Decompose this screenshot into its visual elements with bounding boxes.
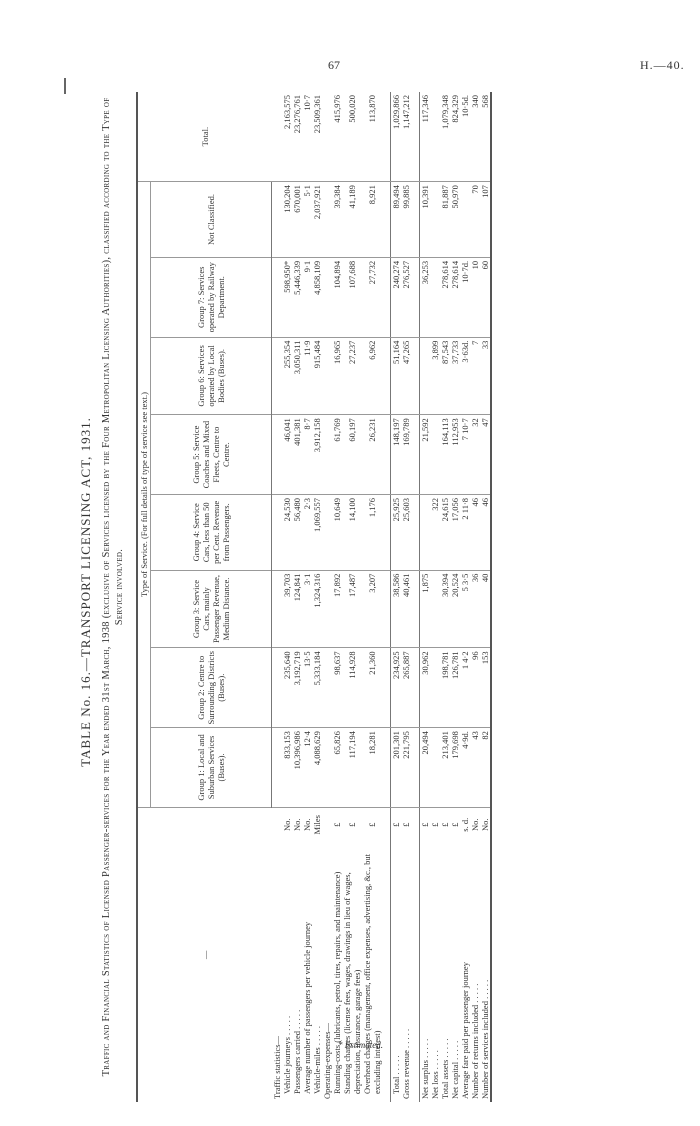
row-label: Overhead charges (management, office expenses, advertising, &c., but excluding interest) [361, 854, 382, 1094]
cell: 43 [470, 728, 480, 808]
table-row [272, 92, 282, 1102]
cell: 113,870 [362, 92, 382, 182]
table-row [332, 92, 342, 1102]
cell: 60,197 [342, 415, 362, 495]
table-row [460, 92, 470, 1102]
col-head-group-6: Group 6: Services operated by Local Bodies (Buses). [151, 337, 272, 415]
row-unit [272, 807, 282, 841]
cell: 61,769 [332, 415, 342, 495]
row-label: Traffic statistics— [271, 1035, 282, 1099]
cell: 13·5 [302, 648, 312, 728]
row-unit: £ [390, 807, 401, 841]
row-label: Gross revenue . . . . . [400, 1028, 411, 1099]
cell: 276,527 [401, 257, 411, 337]
cell: 255,354 [282, 337, 292, 415]
table-row [470, 92, 480, 1102]
table-row [390, 92, 401, 1102]
cell: 40,461 [401, 570, 411, 648]
cell [419, 337, 430, 415]
cell: 833,153 [282, 728, 292, 808]
row-label: Passengers carried . . . . . [291, 1009, 302, 1094]
cell: 278,614 [440, 257, 450, 337]
cell: 87,543 [440, 337, 450, 415]
cell: 12·4 [302, 728, 312, 808]
col-head-group-4: Group 4: Service Cars, less than 50 per Cent. Revenue from Passengers. [151, 494, 272, 570]
cell: 41,189 [342, 182, 362, 258]
table-row [401, 92, 411, 1102]
cell: 10·7d. [460, 257, 470, 337]
cell: 47,265 [401, 337, 411, 415]
row-label: Operating-expenses— [321, 1022, 332, 1099]
cell: 114,928 [342, 648, 362, 728]
cell: 26,231 [362, 415, 382, 495]
row-label: Average fare paid per passenger journey [459, 962, 470, 1099]
cell: 18,281 [362, 728, 382, 808]
row-unit: £ [449, 822, 460, 827]
cell: 30,394 [440, 570, 450, 648]
cell: 9·1 [302, 257, 312, 337]
cell [430, 182, 440, 258]
row-label: Vehicle journeys . . . . . [281, 1015, 292, 1094]
cell: 1 4·2 [460, 648, 470, 728]
cell: 20,524 [450, 570, 460, 648]
page-number: 67 [328, 58, 340, 72]
cell: 10·5d. [460, 92, 470, 182]
cell: 107 [480, 182, 491, 258]
cell: 112,953 [450, 415, 460, 495]
cell: 124,841 [292, 570, 302, 648]
cell: 598,950* [282, 257, 292, 337]
cell: 3,192,719 [292, 648, 302, 728]
cell: 265,887 [401, 648, 411, 728]
row-unit: s. d. [459, 817, 470, 832]
cell: 201,301 [390, 728, 401, 808]
cell: 107,688 [342, 257, 362, 337]
cell: 7 [470, 337, 480, 415]
table-title: TABLE No. 16.—TRANSPORT LICENSING ACT, 1931. [78, 417, 93, 767]
cell: 10 [470, 257, 480, 337]
cell: 670,001 [292, 182, 302, 258]
cell: 10,391 [419, 182, 430, 258]
row-unit: No. [469, 818, 480, 831]
cell: 38,586 [390, 570, 401, 648]
cell: 5 3·5 [460, 570, 470, 648]
cell: 32 [470, 415, 480, 495]
cell: 234,925 [390, 648, 401, 728]
cell: 130,204 [282, 182, 292, 258]
table-row [282, 92, 292, 1102]
cell: 39,703 [282, 570, 292, 648]
cell: 1,079,348 [440, 92, 450, 182]
row-unit: £ [429, 822, 440, 827]
cell: 179,698 [450, 728, 460, 808]
cell: 3·1 [302, 570, 312, 648]
cell: 23,509,361 [312, 92, 322, 182]
cell: 4·9d. [460, 728, 470, 808]
cell: 46 [480, 494, 491, 570]
cell: 4,858,109 [312, 257, 322, 337]
row-unit: No. [281, 818, 292, 831]
row-unit: £ [400, 822, 411, 827]
table-row [312, 92, 322, 1102]
row-unit: No. [291, 818, 302, 831]
cell: 213,401 [440, 728, 450, 808]
row-label: Number of services included . . . . . [480, 842, 491, 1102]
cell: 24,530 [282, 494, 292, 570]
cell: 46 [470, 494, 480, 570]
col-head-group-5: Group 5: Service Coaches and Mixed Fleets, Centre to Centre. [151, 415, 272, 495]
cell: 5,333,184 [312, 648, 322, 728]
cell: 3,207 [362, 570, 382, 648]
cell: 25,925 [390, 494, 401, 570]
cell: 235,640 [282, 648, 292, 728]
cell: 21,592 [419, 415, 430, 495]
cell: 2 11·8 [460, 494, 470, 570]
table-row [322, 92, 332, 1102]
cell: 82 [480, 728, 491, 808]
cell: 117,194 [342, 728, 362, 808]
cell: 153 [480, 648, 491, 728]
cell: 278,614 [450, 257, 460, 337]
cell [430, 92, 440, 182]
footnote: * Estimated. [338, 1040, 383, 1050]
cell: 322 [430, 494, 440, 570]
row-label: Net capital . . . . . [449, 1040, 460, 1099]
cell: 23,276,761 [292, 92, 302, 182]
row-label: Net loss . . . . . [429, 1050, 440, 1099]
cell: 51,164 [390, 337, 401, 415]
document-reference: H.—40. [640, 58, 685, 72]
type-of-service-heading: Type of Service. (For full details of type of service see text.) [137, 182, 151, 808]
cell: 56,480 [292, 494, 302, 570]
row-label: Number of returns included . . . . . [469, 983, 480, 1099]
row-label: Vehicle-miles . . . . . [311, 1026, 322, 1094]
row-unit: Miles [311, 815, 322, 835]
cell: 915,484 [312, 337, 322, 415]
row-unit [322, 807, 332, 841]
cell: 500,020 [342, 92, 362, 182]
row-label: Standing charges (license fees, wages, drawings in lieu of wages, depreciation, insurance, garage fees) [341, 872, 362, 1094]
cell: 164,113 [440, 415, 450, 495]
row-unit: £ [419, 807, 430, 841]
cell [460, 182, 470, 258]
cell [430, 257, 440, 337]
cell: 3,050,311 [292, 337, 302, 415]
cell: 37,733 [450, 337, 460, 415]
col-head-group-2: Group 2: Centre to Surrounding Districts (Buses). [151, 648, 272, 728]
col-head-group-1: Group 1: Local and Suburban Services (Buses). [151, 728, 272, 808]
cell: 8·7 [302, 415, 312, 495]
cell: 21,360 [362, 648, 382, 728]
cell: 89,494 [390, 182, 401, 258]
cell: 104,894 [332, 257, 342, 337]
header-row-top [137, 92, 151, 1102]
cell: 8,921 [362, 182, 382, 258]
cell [430, 728, 440, 808]
cell: 36 [470, 570, 480, 648]
cell [430, 570, 440, 648]
cell: 25,603 [401, 494, 411, 570]
cell: 568 [480, 92, 491, 182]
cell [430, 415, 440, 495]
row-unit: £ [331, 822, 342, 827]
cell: 17,487 [342, 570, 362, 648]
cell: 401,381 [292, 415, 302, 495]
table-row [302, 92, 312, 1102]
cell: 3,912,158 [312, 415, 322, 495]
cell: 10,396,986 [292, 728, 302, 808]
cell: 40 [480, 570, 491, 648]
cell: 5·1 [302, 182, 312, 258]
table-row [292, 92, 302, 1102]
cell: 7 10·7 [460, 415, 470, 495]
cell: 1,147,212 [401, 92, 411, 182]
cell: 20,494 [419, 728, 430, 808]
cell: 148,197 [390, 415, 401, 495]
table-row [362, 92, 382, 1102]
statistics-table [136, 92, 492, 1102]
cell: 14,100 [342, 494, 362, 570]
cell: 240,274 [390, 257, 401, 337]
rotated-table-page [78, 82, 598, 1102]
cell: 1,029,866 [390, 92, 401, 182]
row-unit: No. [480, 807, 491, 841]
cell: 70 [470, 182, 480, 258]
row-label: Average number of passengers per vehicle journey [301, 921, 312, 1094]
cell: 415,976 [332, 92, 342, 182]
cell: 3·63d. [460, 337, 470, 415]
cell: 10,649 [332, 494, 342, 570]
cell: 198,781 [440, 648, 450, 728]
row-unit: £ [366, 822, 377, 827]
col-head-group-3: Group 3: Service Cars, mainly Passenger Revenue, Medium Distance. [151, 570, 272, 648]
cell: 4,088,629 [312, 728, 322, 808]
cell: 117,346 [419, 92, 430, 182]
cell: 126,781 [450, 648, 460, 728]
table-subtitle: Traffic and Financial Statistics of Licensed Passenger-services for the Year ended 31st March, 1938 (exclusive of Services licensed by the Four Metropolitan Licensing Authorities), classified according to the Type of Service involved. [101, 97, 125, 1077]
cell: 1,069,557 [312, 494, 322, 570]
row-unit: £ [439, 822, 450, 827]
table-row [342, 92, 362, 1102]
table-row [419, 92, 430, 1102]
cell: 98,637 [332, 648, 342, 728]
col-head-not-classified: Not Classified. [151, 182, 272, 258]
cell: 65,826 [332, 728, 342, 808]
cell: 96 [470, 648, 480, 728]
cell: 1,875 [419, 570, 430, 648]
cell: 1,176 [362, 494, 382, 570]
cell: 340 [470, 92, 480, 182]
cell: 99,885 [401, 182, 411, 258]
cell: 81,887 [440, 182, 450, 258]
cell: 47 [480, 415, 491, 495]
cell: 30,962 [419, 648, 430, 728]
cell: 39,384 [332, 182, 342, 258]
cell: 5,446,339 [292, 257, 302, 337]
cell: 33 [480, 337, 491, 415]
table-row [450, 92, 460, 1102]
cell: 27,237 [342, 337, 362, 415]
cell: 169,789 [401, 415, 411, 495]
cell [430, 648, 440, 728]
cell: 11·9 [302, 337, 312, 415]
row-label: Total assets . . . . . [439, 1038, 450, 1099]
table-row [430, 92, 440, 1102]
cell: 2·3 [302, 494, 312, 570]
cell: 17,056 [450, 494, 460, 570]
cell: 16,965 [332, 337, 342, 415]
cell: 27,732 [362, 257, 382, 337]
cell: 824,329 [450, 92, 460, 182]
cell [419, 494, 430, 570]
cell: 46,041 [282, 415, 292, 495]
cell: 2,037,921 [312, 182, 322, 258]
row-label: Net surplus . . . . . [419, 842, 430, 1102]
cell: 60 [480, 257, 491, 337]
margin-mark [64, 78, 66, 94]
row-label: Running-costs (lubricants, petrol, tires, repairs, and maintenance) [331, 871, 342, 1094]
cell: 3,899 [430, 337, 440, 415]
cell: 17,892 [332, 570, 342, 648]
row-label: Total . . . . . [390, 842, 401, 1102]
cell: 2,163,575 [282, 92, 292, 182]
table-row [440, 92, 450, 1102]
row-unit: £ [346, 822, 357, 827]
table-row [480, 92, 491, 1102]
col-head-total: Total. [137, 92, 272, 182]
cell: 6,962 [362, 337, 382, 415]
cell: 10·7 [302, 92, 312, 182]
cell: 50,970 [450, 182, 460, 258]
cell: 1,324,316 [312, 570, 322, 648]
header-dash: — [137, 807, 272, 1102]
col-head-group-7: Group 7: Services operated by Railway Department. [151, 257, 272, 337]
cell: 24,615 [440, 494, 450, 570]
cell: 36,253 [419, 257, 430, 337]
row-unit: No. [301, 818, 312, 831]
cell: 221,795 [401, 728, 411, 808]
